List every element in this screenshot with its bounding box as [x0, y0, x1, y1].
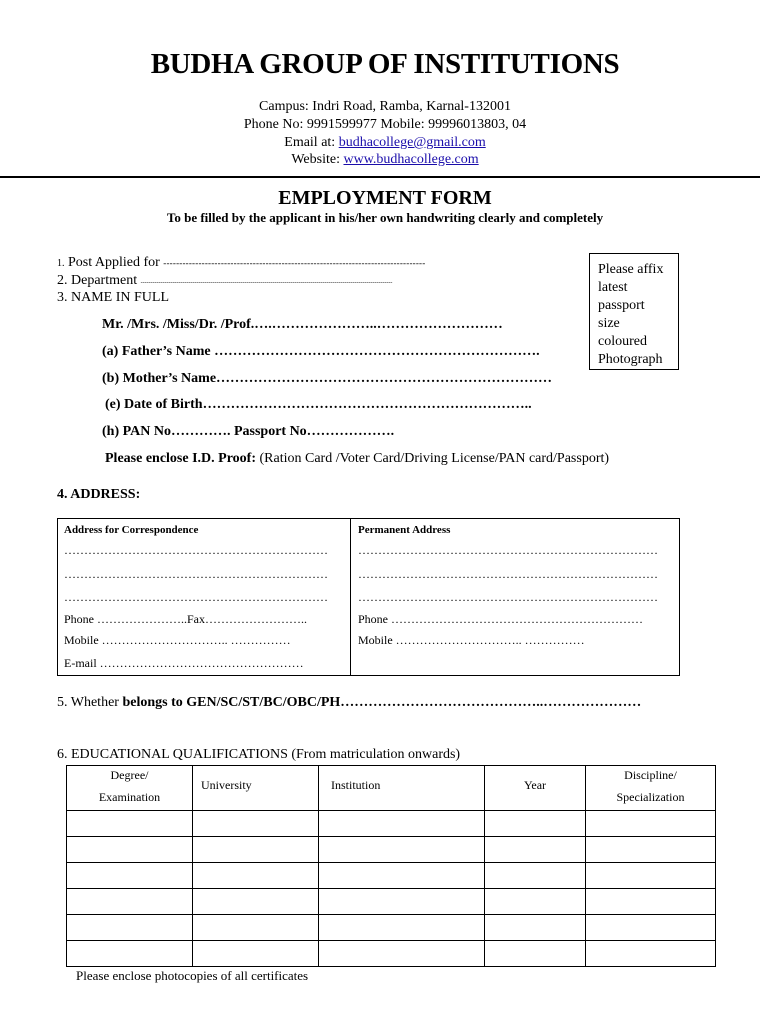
certificates-note: Please enclose photocopies of all certificates	[76, 968, 309, 983]
post-number: 1.	[57, 258, 65, 269]
permanent-header: Permanent Address	[358, 524, 451, 536]
university-column-header: University	[193, 766, 319, 811]
correspondence-line[interactable]: …………………………………………………………	[64, 543, 328, 557]
category-field[interactable]	[57, 695, 641, 711]
website-label: Website:	[291, 152, 340, 167]
education-row	[67, 811, 716, 837]
form-title: EMPLOYMENT FORM	[278, 187, 492, 209]
education-row	[67, 915, 716, 941]
degree-cell[interactable]	[67, 915, 193, 941]
institution-cell[interactable]	[319, 863, 485, 889]
address-column-divider	[350, 519, 351, 675]
institution-cell[interactable]	[319, 837, 485, 863]
email-link[interactable]: budhacollege@gmail.com	[338, 135, 486, 150]
website-link[interactable]: www.budhacollege.com	[343, 152, 479, 167]
year-column-header: Year	[485, 766, 586, 811]
year-cell[interactable]	[485, 941, 586, 967]
header-divider	[0, 176, 760, 178]
university-cell[interactable]	[193, 837, 319, 863]
university-cell[interactable]	[193, 863, 319, 889]
category-options: belongs to GEN/SC/ST/BC/OBC/PH……………………………………..…………………	[122, 695, 642, 710]
degree-cell[interactable]	[67, 811, 193, 837]
year-cell[interactable]	[485, 837, 586, 863]
correspondence-email[interactable]: E-mail ……………………………………………	[64, 656, 304, 670]
post-applied-field[interactable]	[57, 255, 425, 271]
website-line	[0, 152, 770, 168]
address-heading: 4. ADDRESS:	[57, 487, 141, 502]
id-proof-options: (Ration Card /Voter Card/Driving License/PAN card/Passport)	[259, 451, 610, 466]
permanent-line[interactable]: …………………………………………………………………	[358, 567, 658, 581]
discipline-cell[interactable]	[586, 941, 716, 967]
institution-cell[interactable]	[319, 811, 485, 837]
year-cell[interactable]	[485, 889, 586, 915]
education-table	[66, 765, 716, 967]
mother-name-field[interactable]: (b) Mother’s Name………………………………………………………………	[102, 371, 553, 386]
pan-passport-field[interactable]: (h) PAN No…………. Passport No……………….	[102, 424, 395, 439]
name-field[interactable]: Mr. /Mrs. /Miss/Dr. /Prof.….…………………..………………………	[102, 317, 503, 332]
university-cell[interactable]	[193, 941, 319, 967]
department-label: 2. Department	[57, 273, 138, 288]
photo-box	[589, 253, 679, 370]
education-header-row	[67, 766, 716, 811]
year-cell[interactable]	[485, 915, 586, 941]
form-instruction: To be filled by the applicant in his/her own handwriting clearly and completely	[166, 210, 604, 225]
education-row	[67, 941, 716, 967]
institution-cell[interactable]	[319, 915, 485, 941]
correspondence-line[interactable]: …………………………………………………………	[64, 590, 328, 604]
full-name-label: 3. NAME IN FULL	[57, 290, 169, 305]
education-row	[67, 863, 716, 889]
institution-cell[interactable]	[319, 889, 485, 915]
education-row	[67, 889, 716, 915]
photo-text-line: passport	[598, 298, 645, 313]
discipline-cell[interactable]	[586, 837, 716, 863]
degree-cell[interactable]	[67, 863, 193, 889]
photo-text-line: size	[598, 316, 620, 331]
photo-text-line: Photograph	[598, 352, 663, 367]
discipline-cell[interactable]	[586, 811, 716, 837]
photo-text-line: latest	[598, 280, 628, 295]
correspondence-line[interactable]: …………………………………………………………	[64, 567, 328, 581]
education-row	[67, 837, 716, 863]
department-dashes: ------------------------------------------------------------------------------------------------------------------------------	[140, 280, 393, 286]
photo-text-line: coloured	[598, 334, 647, 349]
department-field[interactable]	[57, 273, 392, 289]
permanent-line[interactable]: …………………………………………………………………	[358, 590, 658, 604]
discipline-cell[interactable]	[586, 915, 716, 941]
photo-text-line: Please affix	[598, 262, 664, 277]
institution-title: BUDHA GROUP OF INSTITUTIONS	[150, 48, 620, 80]
email-line	[0, 135, 770, 151]
university-cell[interactable]	[193, 889, 319, 915]
degree-cell[interactable]	[67, 941, 193, 967]
phone-numbers: Phone No: 9991599977 Mobile: 99996013803, 04	[243, 117, 527, 132]
id-proof-note	[105, 451, 609, 467]
university-cell[interactable]	[193, 915, 319, 941]
discipline-cell[interactable]	[586, 889, 716, 915]
institution-cell[interactable]	[319, 941, 485, 967]
discipline-column-header: Discipline/ Specialization	[586, 766, 716, 811]
degree-cell[interactable]	[67, 889, 193, 915]
correspondence-phone-fax[interactable]: Phone …………………..Fax……………………..	[64, 612, 307, 626]
permanent-line[interactable]: …………………………………………………………………	[358, 543, 658, 557]
correspondence-header: Address for Correspondence	[64, 524, 199, 536]
correspondence-mobile[interactable]: Mobile ………………………….. ……………	[64, 633, 291, 647]
permanent-mobile[interactable]: Mobile ………………………….. ……………	[358, 633, 585, 647]
category-prefix: 5. Whether	[57, 695, 119, 710]
education-heading: 6. EDUCATIONAL QUALIFICATIONS (From matriculation onwards)	[57, 747, 461, 762]
degree-column-header: Degree/ Examination	[67, 766, 193, 811]
degree-cell[interactable]	[67, 837, 193, 863]
permanent-phone[interactable]: Phone ………………………………………………………	[358, 612, 643, 626]
discipline-cell[interactable]	[586, 863, 716, 889]
father-name-field[interactable]: (a) Father’s Name …………………………………………………………….	[102, 344, 540, 359]
campus-address: Campus: Indri Road, Ramba, Karnal-132001	[259, 99, 511, 114]
post-dashes: ----------------------------------------------------------------------------------	[163, 258, 426, 268]
year-cell[interactable]	[485, 863, 586, 889]
date-of-birth-field[interactable]: (e) Date of Birth……………………………………………………………..	[105, 397, 532, 412]
year-cell[interactable]	[485, 811, 586, 837]
id-proof-label: Please enclose I.D. Proof:	[105, 451, 256, 466]
post-label: Post Applied for	[68, 255, 160, 270]
address-table	[57, 518, 680, 676]
institution-column-header: Institution	[319, 766, 485, 811]
university-cell[interactable]	[193, 811, 319, 837]
email-label: Email at:	[284, 135, 336, 150]
